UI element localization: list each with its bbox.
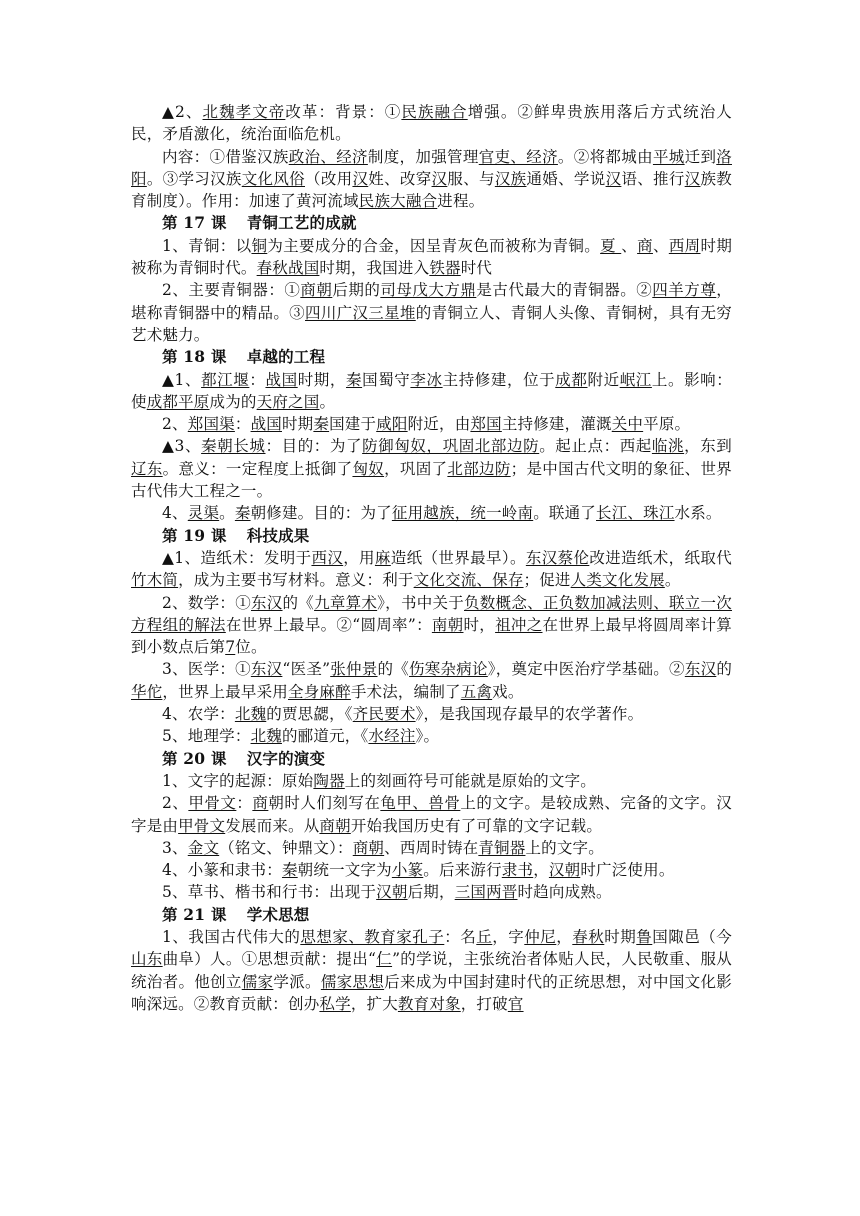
text-run: ： — [234, 415, 251, 434]
text-run: 2、 — [162, 794, 189, 813]
text-run: 朝时人们刻写在 — [268, 794, 381, 813]
lesson-number: 第 20 课 — [162, 748, 227, 768]
text-run: 朝统一文字为 — [297, 861, 392, 880]
key-term: 北魏 — [250, 727, 282, 746]
key-term: 文化交流、保存 — [413, 571, 524, 590]
key-term: 儒家 — [241, 972, 274, 991]
text-run: 。后来游行 — [423, 861, 502, 880]
key-term: 秦朝长城 — [201, 437, 266, 456]
key-term: 都江堰 — [201, 370, 250, 389]
text-run: 在世界上最早。②“圆周率”： — [225, 615, 432, 634]
key-term: 夏 — [600, 236, 622, 255]
key-term: 秦 — [234, 504, 251, 523]
text-run: （铭文、钟鼎文）： — [219, 838, 353, 857]
key-term: 东汉 — [250, 660, 283, 679]
key-term: 民族大融合 — [358, 192, 438, 211]
key-term: 全身麻醉 — [288, 682, 351, 701]
paragraph — [131, 146, 732, 213]
key-term: 伤寒杂病论 — [409, 660, 488, 679]
key-term: 西周 — [668, 236, 701, 255]
key-term: 成都平原 — [146, 392, 210, 411]
key-term: 商朝 — [300, 281, 333, 300]
lesson-heading — [131, 212, 732, 234]
text-run: 时趋向成熟。 — [517, 883, 612, 902]
key-term: 民族融合 — [401, 103, 468, 121]
paragraph — [131, 881, 732, 903]
key-term: 官 — [507, 994, 524, 1013]
key-term: 成都 — [555, 370, 588, 389]
key-term: 铁器 — [429, 259, 461, 278]
paragraph — [131, 101, 732, 146]
key-term: 私学 — [319, 994, 351, 1013]
text-run: 水系。 — [674, 504, 722, 523]
text-run: 增强。②鲜卑贵族用落后方式统治人民，矛盾激化，统治面临危机。 — [131, 103, 732, 144]
text-run: 成为的 — [209, 392, 257, 411]
lesson-title: 青铜工艺的成就 — [246, 213, 357, 233]
paragraph — [131, 725, 732, 747]
key-term: 天府之国 — [256, 392, 320, 411]
text-run: 戏。 — [492, 682, 524, 701]
text-run: 上的刻画符号可能就是原始的文字。 — [344, 771, 596, 790]
text-run: ，东到 — [684, 437, 733, 456]
key-term: 临洮 — [651, 437, 685, 456]
key-term: 金文 — [187, 838, 220, 857]
key-term: 商朝 — [352, 838, 385, 857]
key-term: 文化风俗 — [241, 169, 305, 188]
text-run: ：目的：为了 — [265, 437, 363, 456]
text-run: ： — [236, 794, 253, 813]
key-term: 张仲景 — [330, 660, 378, 679]
key-term: 秦 — [313, 415, 330, 434]
text-run: ，世界上最早采用 — [162, 682, 289, 701]
text-run: 曲阜）人。①思想贡献：提出“ — [162, 950, 377, 969]
key-term: 甲骨文 — [188, 794, 237, 813]
key-term: 商 — [252, 794, 269, 813]
text-run: 主持修建，灌溉 — [501, 415, 612, 434]
text-run: 4、农学： — [162, 705, 235, 724]
paragraph — [131, 837, 732, 859]
key-term: 司母戊大方鼎 — [380, 281, 477, 300]
lesson-number: 第 21 课 — [162, 904, 227, 924]
key-term: 麻 — [374, 548, 391, 567]
key-term: 西汉 — [311, 548, 344, 567]
key-term: 北部边防 — [447, 459, 511, 478]
lesson-heading — [131, 904, 732, 926]
text-run: 、 — [652, 236, 669, 255]
key-term: 竹木简 — [131, 571, 179, 590]
text-run: 发展而来。从 — [225, 816, 320, 835]
text-run: 位。 — [235, 638, 267, 657]
lesson-heading — [131, 525, 732, 547]
text-run: 。 — [219, 504, 235, 523]
text-run: 附近 — [587, 370, 620, 389]
key-term: 铜 — [251, 236, 268, 255]
text-run: 的郦道元，《 — [281, 727, 369, 746]
text-run: 2、数学：① — [162, 593, 251, 612]
key-term: 五禽 — [460, 682, 493, 701]
key-term: 青铜器 — [478, 838, 526, 857]
text-run: 、 — [621, 236, 638, 255]
key-term: 山东 — [131, 950, 163, 969]
text-run: 1、我国古代伟大的 — [162, 927, 301, 946]
text-run: ；是中国古代文明的象征、世界古代伟大工程之一。 — [131, 459, 732, 501]
text-run: 时期被称为青铜时代。 — [131, 236, 733, 278]
text-run: 为主要成分的合金，因呈青灰色而被称为青铜。 — [267, 236, 601, 255]
key-term: 仁 — [376, 950, 393, 969]
text-run: 国陬邑（今 — [652, 927, 732, 946]
text-run: ，巩固了 — [384, 459, 448, 478]
text-run: 在世界上最早将圆周率计算到小数点后第 — [131, 615, 733, 657]
text-run: 国建于 — [329, 415, 377, 434]
key-term: 7 — [225, 638, 236, 657]
text-run: 时期 — [281, 415, 314, 434]
text-run: ，堪称青铜器中的精品。③ — [131, 281, 732, 322]
key-term: 思想家、教育家孔子 — [300, 927, 445, 946]
key-term: 咸阳 — [376, 415, 408, 434]
text-run: 造纸（世界最早）。 — [390, 548, 526, 567]
text-run: 附近，由 — [407, 415, 471, 434]
lesson-number: 第 18 课 — [162, 347, 227, 367]
text-run: 。起止点：西起 — [539, 437, 652, 456]
paragraph — [131, 369, 732, 414]
paragraph — [131, 859, 732, 881]
text-run: 时， — [463, 615, 496, 634]
key-term: 秦 — [345, 370, 363, 389]
lesson-title: 科技成果 — [246, 525, 310, 545]
key-term: 四川广汉三星堆 — [305, 303, 416, 322]
paragraph — [131, 926, 732, 1015]
text-run: 。联通了 — [533, 504, 597, 523]
text-run: 1、文字的起源：原始 — [162, 771, 314, 790]
text-run: 迁到 — [684, 147, 717, 166]
key-term: 商 — [637, 236, 653, 255]
key-term: 南朝 — [431, 615, 464, 634]
text-run: 》，奠定中医治疗学基础。② — [487, 660, 685, 679]
paragraph — [131, 502, 732, 524]
text-run: ，字 — [492, 927, 525, 946]
lesson-heading — [131, 346, 732, 368]
paragraph — [131, 413, 732, 435]
key-term: 防御匈奴，巩固北部边防 — [362, 437, 540, 456]
text-run: ，用 — [343, 548, 375, 567]
key-term: 郑国 — [470, 415, 502, 434]
text-run: 制度，加强管理 — [367, 147, 479, 166]
key-term: 匈奴 — [352, 459, 385, 478]
key-term: 儒家思想 — [320, 972, 385, 991]
text-run: 3、医学：① — [162, 660, 251, 679]
text-run: 2、主要青铜器：① — [162, 281, 301, 300]
key-term: 北魏孝文帝 — [202, 103, 286, 121]
text-run: 是古代最大的青铜器。② — [476, 281, 653, 300]
key-term: 九章算术 — [314, 593, 378, 612]
key-term: 汉朝 — [376, 883, 408, 902]
key-term: 东汉 — [250, 593, 283, 612]
text-run: 时代 — [460, 259, 493, 278]
text-run: 国蜀守 — [362, 370, 411, 389]
key-term: 战国 — [250, 415, 282, 434]
key-term: 人类文化发展 — [570, 571, 665, 590]
key-term: 辽东 — [131, 459, 163, 478]
key-term: 四羊方尊 — [652, 281, 717, 300]
key-term: 春秋战国 — [256, 259, 320, 278]
key-term: 政治、经济 — [288, 147, 368, 166]
text-run: 。②将都城由 — [557, 147, 653, 166]
text-run: 、西周时铸在 — [384, 838, 479, 857]
text-run: （改用 — [305, 169, 353, 188]
text-run: 时期，我国进入 — [319, 259, 430, 278]
key-term: 商朝 — [319, 816, 351, 835]
text-run: ▲3、 — [162, 437, 202, 456]
text-run: ▲2、 — [162, 103, 203, 121]
text-run: 》。 — [415, 727, 440, 746]
text-run: 服、与 — [447, 169, 495, 188]
text-run: 开始我国历史有了可靠的文字记载。 — [350, 816, 603, 835]
text-run: ▲1、 — [162, 370, 202, 389]
key-term: 汉 — [605, 169, 622, 188]
text-run: ，成为主要书写材料。意义：利于 — [178, 571, 414, 590]
key-term: 小篆 — [391, 861, 424, 880]
key-term: 东汉蔡伦 — [525, 548, 590, 567]
key-term: 北魏 — [234, 705, 267, 724]
key-term: 春秋 — [572, 927, 605, 946]
text-run: 内容：①借鉴汉族 — [162, 147, 289, 166]
key-term: 三国两晋 — [454, 883, 518, 902]
text-run: ▲1、造纸术：发明于 — [162, 548, 312, 567]
key-term: 祖冲之 — [495, 615, 543, 634]
key-term: 战国 — [265, 370, 298, 389]
text-run: ，打破 — [460, 994, 508, 1013]
text-run: 族教育制度）。作用：加速了黄河流域 — [131, 169, 733, 211]
text-run: 改进造纸术，纸取代 — [589, 548, 732, 567]
text-run: ，扩大 — [350, 994, 398, 1013]
text-run: 1、青铜：以 — [162, 236, 252, 255]
text-run: 5、草书、楷书和行书：出现于 — [162, 883, 377, 902]
text-run: 时广泛使用。 — [580, 861, 675, 880]
key-term: 汉 — [352, 169, 369, 188]
text-run: 5、地理学： — [162, 727, 251, 746]
text-run: ；促进 — [523, 571, 571, 590]
text-run: ”的学说，主张统治者体贴人民，人民敬重、服从统治者。他创立 — [131, 950, 733, 991]
key-term: 征用越族，统一岭南 — [391, 504, 534, 523]
text-run: “医圣” — [282, 660, 331, 679]
paragraph — [131, 658, 732, 703]
lesson-title: 卓越的工程 — [246, 347, 326, 367]
text-run: 的贾思勰，《 — [266, 705, 353, 724]
key-term: 甲骨文 — [178, 816, 226, 835]
text-run: 后期， — [407, 883, 455, 902]
key-term: 鲁 — [636, 927, 653, 946]
key-term: 东汉 — [684, 660, 717, 679]
text-run: 。 — [319, 392, 336, 411]
key-term: 汉朝 — [548, 861, 581, 880]
text-run: ， — [556, 927, 573, 946]
text-run: ： — [249, 370, 266, 389]
key-term: 李冰 — [410, 370, 443, 389]
text-run: 时期 — [604, 927, 637, 946]
text-run: 上的文字。是较成熟、完备的文字。汉字是由 — [131, 794, 732, 835]
text-run: 学派。 — [273, 972, 321, 991]
key-term: 汉族 — [494, 169, 527, 188]
lesson-number: 第 17 课 — [162, 213, 227, 233]
text-run: 上的文字。 — [525, 838, 604, 857]
text-run: 的《 — [377, 660, 410, 679]
key-term: 灵渠 — [187, 504, 220, 523]
paragraph — [131, 235, 732, 280]
text-run: 4、 — [162, 504, 188, 523]
paragraph — [131, 770, 732, 792]
text-run: 2、 — [162, 415, 188, 434]
lesson-title: 汉字的演变 — [246, 748, 326, 768]
key-term: 陶器 — [313, 771, 345, 790]
key-term: 负数概念、正负数加减法则、联立一次方程组的解法 — [131, 593, 733, 634]
key-term: 洛阳 — [131, 147, 732, 188]
text-run: 》，是我国现存最早的农学著作。 — [415, 705, 644, 724]
text-run: 》，书中关于 — [377, 593, 465, 612]
key-term: 龟甲、兽骨 — [380, 794, 461, 813]
key-term: 郑国渠 — [187, 415, 235, 434]
text-run: ：名 — [444, 927, 477, 946]
text-run: 4、小篆和隶书： — [162, 861, 282, 880]
text-run: ， — [533, 861, 549, 880]
text-run: 时期， — [297, 370, 346, 389]
paragraph — [131, 435, 732, 502]
key-term: 汉 — [684, 169, 701, 188]
text-run: 3、 — [162, 838, 188, 857]
text-run: 主持修建，位于 — [442, 370, 556, 389]
key-term: 秦 — [281, 861, 298, 880]
text-run: 的《 — [282, 593, 315, 612]
text-run: 。 — [664, 571, 681, 590]
text-run: 朝修建。目的：为了 — [250, 504, 392, 523]
text-run: 的 — [716, 660, 733, 679]
paragraph — [131, 703, 732, 725]
key-term: 官吏、经济 — [478, 147, 558, 166]
key-term: 华佗 — [131, 682, 163, 701]
key-term: 齐民要术 — [352, 705, 416, 724]
lesson-heading — [131, 748, 732, 770]
paragraph — [131, 792, 732, 837]
text-run: 的青铜立人、青铜人头像、青铜树，具有无穷艺术魅力。 — [131, 303, 732, 344]
text-run: 手术法，编制了 — [350, 682, 461, 701]
text-run: 姓、改穿 — [368, 169, 432, 188]
key-term: 仲尼 — [524, 927, 557, 946]
key-term: 隶书 — [501, 861, 534, 880]
lesson-title: 学术思想 — [246, 904, 310, 924]
key-term: 丘 — [476, 927, 493, 946]
paragraph — [131, 279, 732, 346]
text-run: 后期的 — [332, 281, 381, 300]
key-term: 水经注 — [368, 727, 416, 746]
text-run: 。③学习汉族 — [146, 169, 242, 188]
text-run: 进程。 — [437, 192, 485, 211]
text-run: 改革：背景：① — [285, 103, 402, 121]
key-term: 教育对象 — [397, 994, 461, 1013]
key-term: 关中 — [611, 415, 644, 434]
lesson-number: 第 19 课 — [162, 525, 227, 545]
key-term: 长江、珠江 — [596, 504, 675, 523]
paragraph — [131, 592, 732, 659]
text-run: 语、推行 — [621, 169, 685, 188]
key-term: 岷江 — [619, 370, 652, 389]
text-run: 。意义：一定程度上抵御了 — [162, 459, 353, 478]
text-run: 后来成为中国封建时代的正统思想，对中国文化影响深远。②教育贡献：创办 — [131, 972, 733, 1013]
key-term: 平城 — [652, 147, 685, 166]
text-run: 上。影响：使 — [131, 370, 732, 411]
paragraph — [131, 547, 732, 592]
text-run: 平原。 — [643, 415, 691, 434]
text-run: 通婚、学说 — [526, 169, 606, 188]
key-term: 汉 — [431, 169, 448, 188]
